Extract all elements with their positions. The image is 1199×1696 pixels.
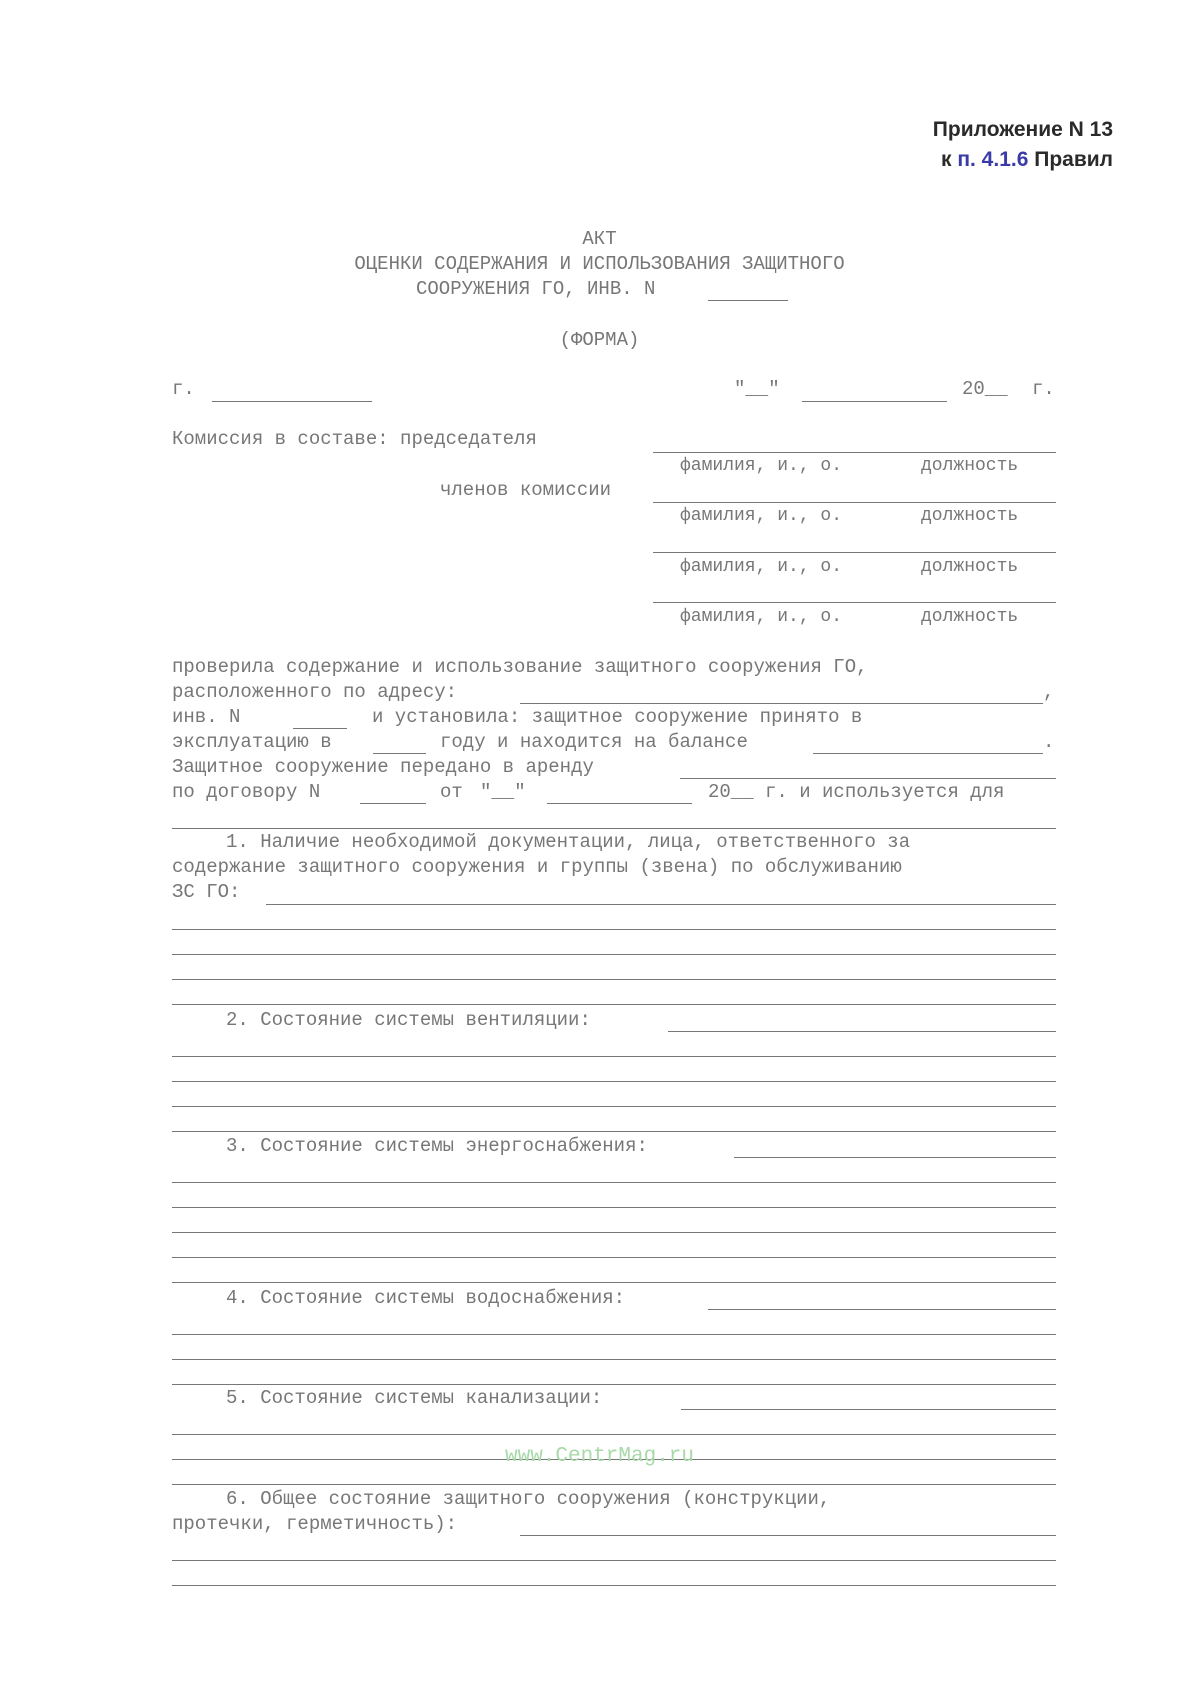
item-3-blank-4 [172,1232,1056,1233]
body-line-4b: году и находится на балансе [440,731,748,753]
inv-number-blank [293,728,347,729]
commission-intro: Комиссия в составе: председателя [172,428,537,450]
commission-members-label: членов комиссии [440,479,612,501]
item-4-blank-1 [708,1309,1056,1310]
date-year-suffix: г. [1032,378,1055,400]
body-line-1: проверила содержание и использование защитного сооружения ГО, [172,656,868,678]
item-2-blank-2 [172,1056,1056,1057]
title-line-2: ОЦЕНКИ СОДЕРЖАНИЯ И ИСПОЛЬЗОВАНИЯ ЗАЩИТНОГО [354,253,845,275]
item-3-blank-6 [172,1282,1056,1283]
body-line-3b: и установила: защитное сооружение принято в [372,706,863,728]
item-4-blank-4 [172,1384,1056,1385]
member-blank-1 [653,502,1056,503]
caption-position-2: должность [921,506,1019,526]
caption-position-1: должность [921,456,1019,476]
date-month-blank [802,401,947,402]
city-label: г. [172,378,195,400]
balance-period: . [1043,731,1055,753]
item-3-line: 3. Состояние системы энергоснабжения: [226,1135,648,1157]
body-line-4a: эксплуатацию в [172,731,332,753]
body-line-6a: по договору N [172,781,321,803]
body-line-5: Защитное сооружение передано в аренду [172,756,594,778]
item-6-blank-3 [172,1585,1056,1586]
balance-blank [813,753,1043,754]
member-blank-2 [653,552,1056,553]
caption-position-3: должность [921,557,1019,577]
body-line-6c: 20__ г. и используется для [708,781,1005,803]
item-1-line-3: ЗС ГО: [172,881,241,903]
rule-link[interactable]: п. 4.1.6 [957,148,1029,171]
caption-name-3: фамилия, и., о. [680,557,843,577]
watermark: www.CentrMag.ru [504,1445,695,1468]
caption-name-2: фамилия, и., о. [680,506,843,526]
year-blank [373,753,426,754]
city-blank [212,401,372,402]
item-1-line-1: 1. Наличие необходимой документации, лица, ответственного за [226,831,911,853]
item-3-blank-2 [172,1182,1056,1183]
body-line-6b: от [440,781,463,803]
inventory-number-blank [708,300,788,301]
item-1-blank-3 [172,954,1056,955]
title-line-1: АКТ [582,228,617,250]
item-2-blank-5 [172,1131,1056,1132]
caption-name-1: фамилия, и., о. [680,456,843,476]
caption-name-4: фамилия, и., о. [680,607,843,627]
item-5-blank-1 [681,1409,1056,1410]
chairman-blank [653,452,1056,453]
item-5-blank-2 [172,1434,1056,1435]
item-4-blank-3 [172,1359,1056,1360]
item-5-blank-4 [172,1484,1056,1485]
item-6-line-1: 6. Общее состояние защитного сооружения (конструкции, [226,1488,831,1510]
appendix-number: Приложение N 13 [932,118,1113,141]
item-2-blank-3 [172,1081,1056,1082]
address-comma: , [1043,681,1055,703]
contract-number-blank [360,803,426,804]
member-blank-3 [653,602,1056,603]
item-1-line-2: содержание защитного сооружения и группы (звена) по обслуживанию [172,856,902,878]
contract-date-quote: "__" [480,781,526,803]
date-year: 20__ [962,378,1008,400]
caption-position-4: должность [921,607,1019,627]
body-line-2: расположенного по адресу: [172,681,458,703]
item-1-blank-4 [172,979,1056,980]
contract-month-blank [547,803,692,804]
rent-blank [680,778,1056,779]
item-2-blank-4 [172,1106,1056,1107]
item-1-blank-2 [172,929,1056,930]
item-3-blank-1 [734,1157,1056,1158]
item-1-blank-1 [266,904,1056,905]
item-4-blank-2 [172,1334,1056,1335]
item-6-line-2: протечки, герметичность): [172,1513,458,1535]
body-line-3a: инв. N [172,706,241,728]
item-4-line: 4. Состояние системы водоснабжения: [226,1287,626,1309]
item-6-blank-1 [520,1535,1056,1536]
item-1-blank-5 [172,1004,1056,1005]
item-5-line: 5. Состояние системы канализации: [226,1387,603,1409]
appendix-reference [933,115,1113,175]
title-line-3: СООРУЖЕНИЯ ГО, ИНВ. N [416,278,656,300]
item-6-blank-2 [172,1560,1056,1561]
date-day-quote: "__" [734,378,780,400]
item-3-blank-3 [172,1207,1056,1208]
item-2-line: 2. Состояние системы вентиляции: [226,1009,591,1031]
form-label: (ФОРМА) [559,329,640,351]
item-3-blank-5 [172,1257,1056,1258]
address-blank [520,703,1043,704]
appendix-rule-reference: к п. 4.1.6 Правил [940,148,1113,171]
item-2-blank-1 [668,1031,1056,1032]
usage-blank [172,828,1056,829]
